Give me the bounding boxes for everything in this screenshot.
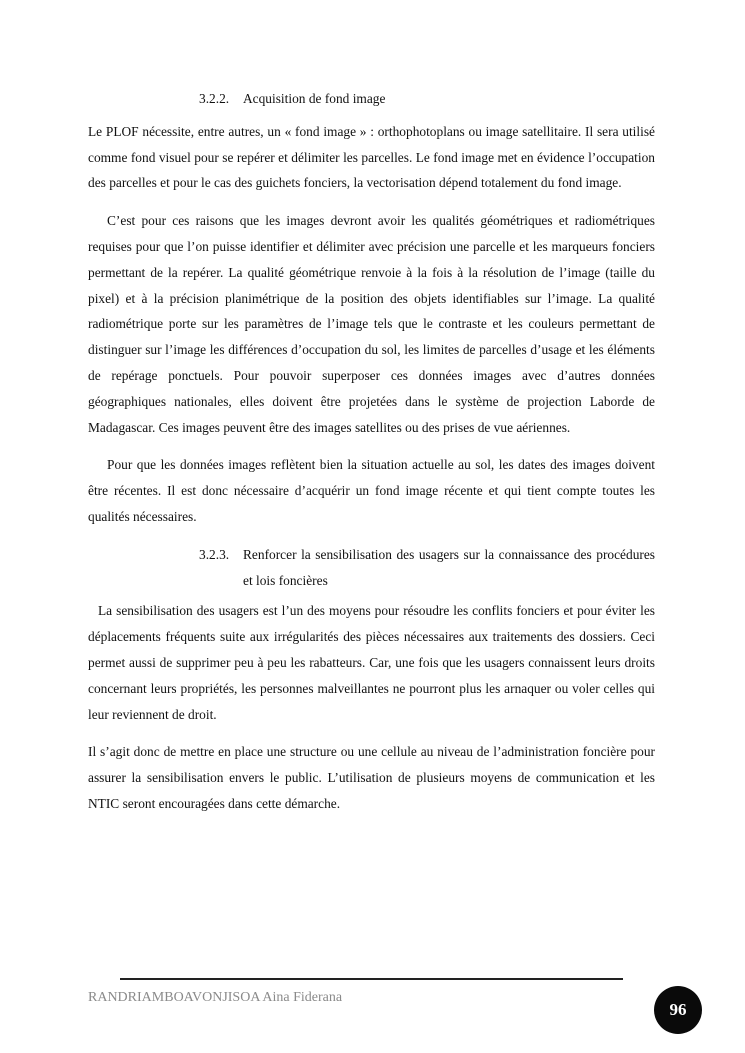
page-body xyxy=(88,86,655,817)
paragraph: C’est pour ces raisons que les images devront avoir les qualités géométriques et radiométriques requises pour que l’on puisse identifier et délimiter avec précision une parcelle et les marqueurs fonciers permettant de la repérer. La qualité géométrique renvoie à la fois à la résolution de l’image (taille du pixel) et à la précision planimétrique de la position des objets identifiables sur l’image. La qualité radiométrique porte sur les paramètres de l’image tels que le contraste et les couleurs permettant de distinguer sur l’image les différences d’occupation du sol, les limites de parcelles d’usage et les éléments de repérage ponctuels. Pour pouvoir superposer ces données images avec d’autres données géographiques nationales, elles doivent être projetées dans le système de projection Laborde de Madagascar. Ces images peuvent être des images satellites ou des prises de vue aériennes. xyxy=(88,213,655,435)
paragraph: Il s’agit donc de mettre en place une structure ou une cellule au niveau de l’administration foncière pour assurer la sensibilisation envers le public. L’utilisation de plusieurs moyens de communication et les NTIC seront encouragées dans cette démarche. xyxy=(88,744,655,811)
section-number: 3.2.2. xyxy=(199,91,230,106)
page-number-badge xyxy=(654,986,702,1034)
section-title: Acquisition de fond image xyxy=(243,91,386,106)
section-title: Renforcer la sensibilisation des usagers sur la connaissance des procédures et lois foncières xyxy=(243,546,655,588)
section-heading-3-2-2 xyxy=(88,86,655,112)
page-number: 96 xyxy=(669,1000,687,1019)
footer-author: RANDRIAMBOAVONJISOA Aina Fiderana xyxy=(88,990,343,1005)
section-heading-3-2-3 xyxy=(88,542,655,594)
paragraph: La sensibilisation des usagers est l’un des moyens pour résoudre les conflits fonciers et pour éviter les déplacements fréquents suite aux irrégularités des pièces nécessaires aux traitements des dossiers. Ceci permet aussi de supprimer peu à peu les rabatteurs. Car, une fois que les usagers connaissent leurs droits concernant leurs propriétés, les personnes malveillantes ne pourront plus les arnaquer ou voler celles qui leur reviennent de droit. xyxy=(88,603,655,722)
section-number: 3.2.3. xyxy=(199,546,230,562)
footer-divider xyxy=(120,978,623,980)
paragraph: Le PLOF nécessite, entre autres, un « fond image » : orthophotoplans ou image satellitaire. Il sera utilisé comme fond visuel pour se repérer et délimiter les parcelles. Le fond image met en évidence l’occupation des parcelles et pour le cas des guichets fonciers, la vectorisation dépend totalement du fond image. xyxy=(88,123,655,191)
paragraph: Pour que les données images reflètent bien la situation actuelle au sol, les dates des images doivent être récentes. Il est donc nécessaire d’acquérir un fond image récente et qui tient compte toutes les qualités nécessaires. xyxy=(88,457,655,524)
